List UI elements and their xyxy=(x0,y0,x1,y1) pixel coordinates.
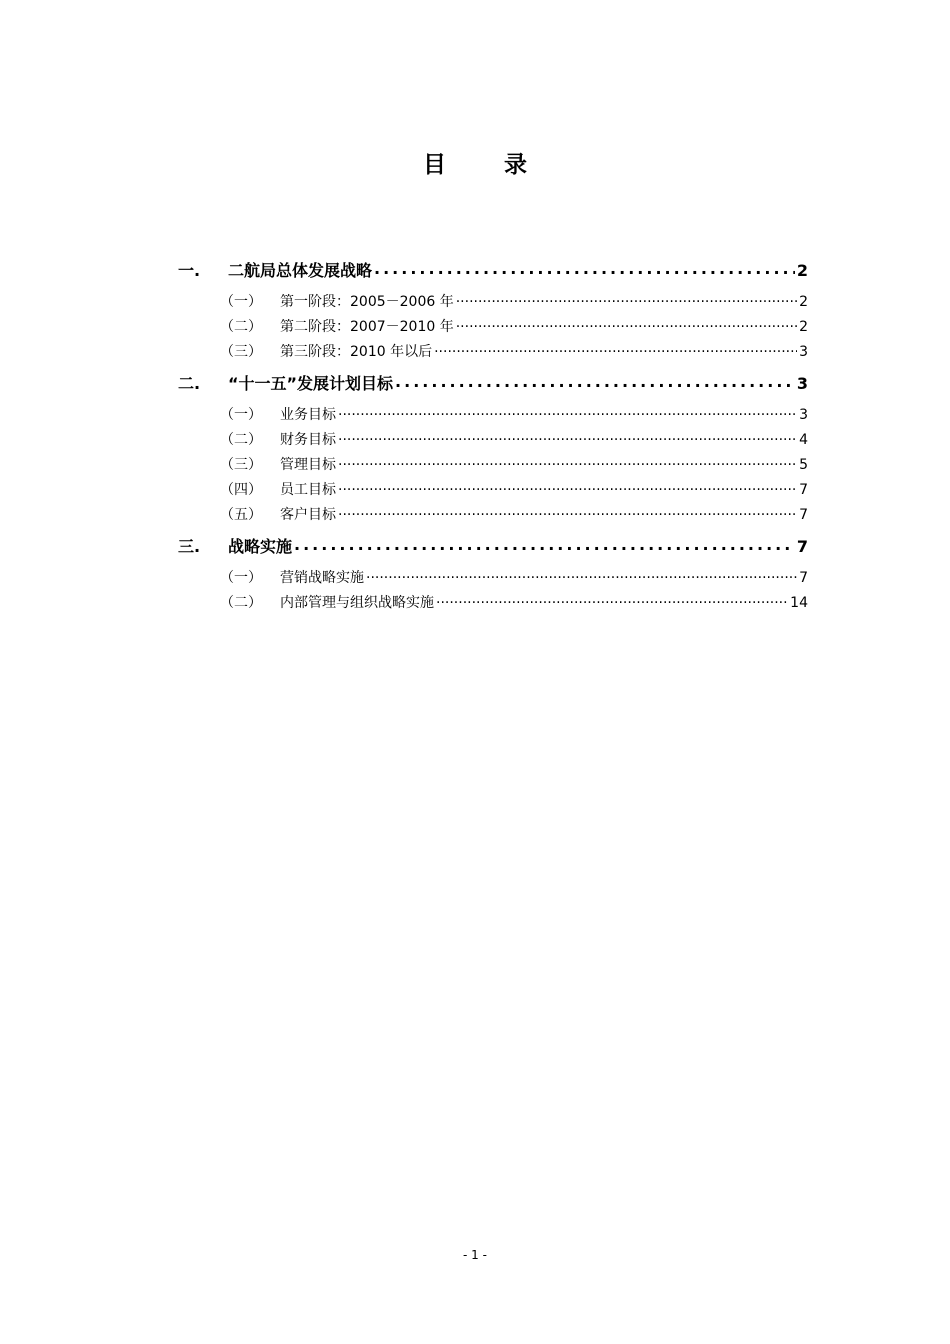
toc-section-title: 战略实施 xyxy=(228,537,293,556)
toc-subsection-number: （四） xyxy=(220,482,262,498)
toc-subsection-1-1[interactable] xyxy=(178,290,808,315)
toc-subsection-1-3[interactable] xyxy=(178,340,808,365)
page-footer-number: - 1 - xyxy=(463,1248,487,1262)
toc-subsection-3-1[interactable] xyxy=(178,566,808,591)
page-title-part2: 录 xyxy=(504,152,527,178)
toc-subsection-number: （二） xyxy=(220,595,262,611)
toc-section-1[interactable] xyxy=(178,256,808,286)
toc-dot-leader xyxy=(366,568,797,582)
toc-dot-leader xyxy=(294,536,795,552)
toc-subsection-2-4[interactable] xyxy=(178,478,808,503)
toc-subsection-title: 管理目标 xyxy=(280,457,336,473)
toc-page-number: 3 xyxy=(799,407,808,423)
toc-subsection-2-3[interactable] xyxy=(178,453,808,478)
toc-subsection-2-5[interactable] xyxy=(178,503,808,528)
toc-section-3[interactable] xyxy=(178,532,808,562)
toc-dot-leader xyxy=(434,342,797,356)
toc-subsection-3-2[interactable] xyxy=(178,591,808,616)
toc-subsection-2-1[interactable] xyxy=(178,403,808,428)
toc-subsection-number: （三） xyxy=(220,457,262,473)
toc-page-number: 4 xyxy=(799,432,808,448)
toc-page-number: 3 xyxy=(799,344,808,360)
page-title xyxy=(0,146,950,179)
toc-page-number: 5 xyxy=(799,457,808,473)
toc-section-2[interactable] xyxy=(178,369,808,399)
toc-page-number: 2 xyxy=(799,319,808,335)
toc-dot-leader xyxy=(338,430,797,444)
toc-subsection-number: （一） xyxy=(220,407,262,423)
toc-dot-leader xyxy=(456,317,797,331)
toc-subsection-title: 内部管理与组织战略实施 xyxy=(280,595,434,611)
toc-page-number: 3 xyxy=(796,374,808,393)
toc-subsection-title: 业务目标 xyxy=(280,407,336,423)
toc-subsection-title: 第三阶段：2010 年以后 xyxy=(280,344,433,360)
toc-section-number: 二. xyxy=(178,374,201,393)
table-of-contents xyxy=(178,256,808,616)
toc-dot-leader xyxy=(374,260,795,276)
toc-dot-leader xyxy=(456,292,797,306)
toc-subsection-number: （五） xyxy=(220,507,262,523)
toc-page-number: 7 xyxy=(799,482,808,498)
toc-subsection-1-2[interactable] xyxy=(178,315,808,340)
toc-section-number: 一. xyxy=(178,261,201,280)
toc-section-title: 二航局总体发展战略 xyxy=(228,261,373,280)
toc-subsection-number: （三） xyxy=(220,344,262,360)
page-title-part1: 目 xyxy=(423,152,446,178)
toc-subsection-number: （二） xyxy=(220,319,262,335)
toc-dot-leader xyxy=(395,373,795,389)
toc-subsection-number: （一） xyxy=(220,294,262,310)
toc-page-number: 7 xyxy=(799,507,808,523)
toc-subsection-title: 第一阶段：2005－2006 年 xyxy=(280,294,454,310)
toc-subsection-title: 客户目标 xyxy=(280,507,336,523)
toc-dot-leader xyxy=(338,405,797,419)
toc-dot-leader xyxy=(436,593,788,607)
toc-page-number: 2 xyxy=(799,294,808,310)
toc-dot-leader xyxy=(338,480,797,494)
toc-page-number: 7 xyxy=(799,570,808,586)
toc-subsection-title: 第二阶段：2007－2010 年 xyxy=(280,319,454,335)
toc-subsection-title: 财务目标 xyxy=(280,432,336,448)
toc-page-number: 7 xyxy=(796,537,808,556)
toc-dot-leader xyxy=(338,505,797,519)
toc-subsection-number: （二） xyxy=(220,432,262,448)
toc-page-number: 2 xyxy=(796,261,808,280)
toc-page-number: 14 xyxy=(790,595,808,611)
toc-subsection-number: （一） xyxy=(220,570,262,586)
toc-subsection-2-2[interactable] xyxy=(178,428,808,453)
toc-section-number: 三. xyxy=(178,537,201,556)
toc-subsection-title: 营销战略实施 xyxy=(280,570,364,586)
toc-dot-leader xyxy=(338,455,797,469)
toc-subsection-title: 员工目标 xyxy=(280,482,336,498)
toc-section-title: “十一五”发展计划目标 xyxy=(228,374,394,393)
